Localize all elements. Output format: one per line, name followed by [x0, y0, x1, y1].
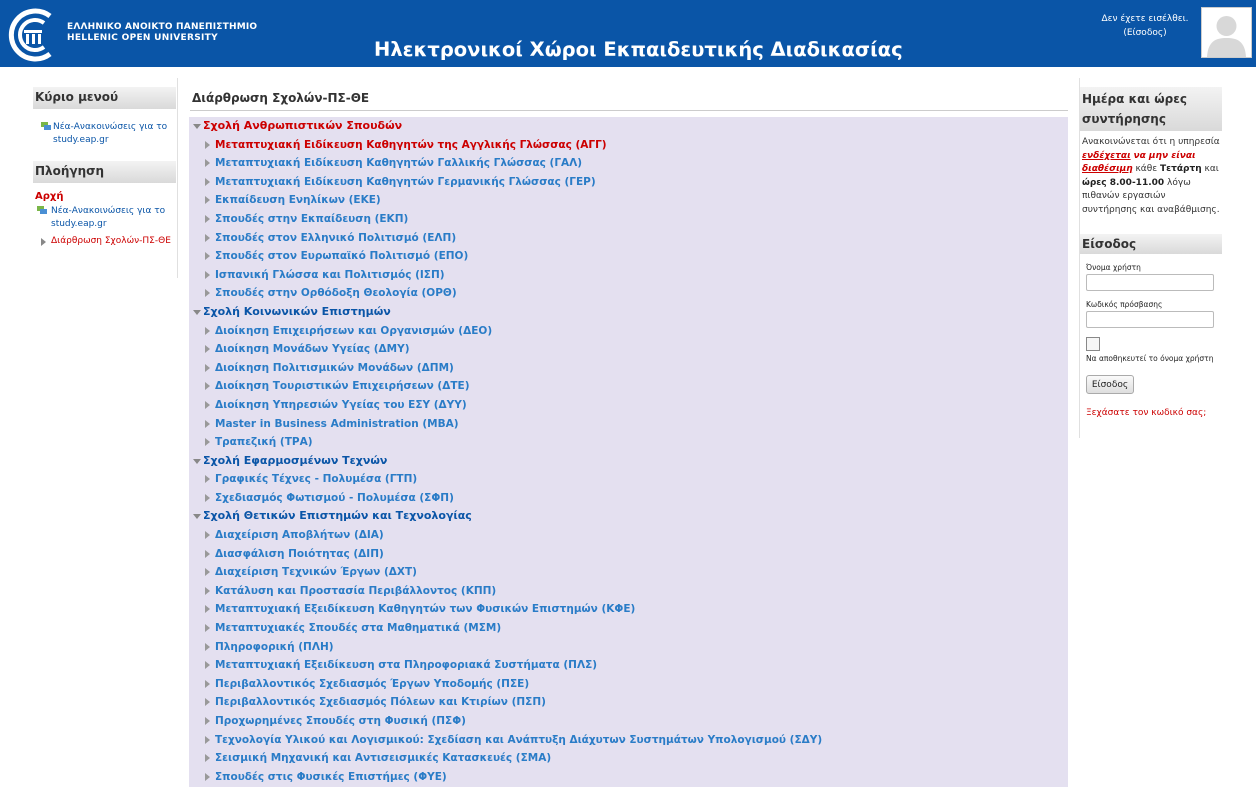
password-label: Κωδικός πρόσβασης — [1086, 300, 1163, 309]
arrow-right-icon — [205, 605, 210, 613]
course-link[interactable]: Σχεδιασμός Φωτισμού - Πολυμέσα (ΣΦΠ) — [189, 489, 1068, 508]
arrow-right-icon — [205, 754, 210, 762]
course-link[interactable]: Διαχείριση Αποβλήτων (ΔΙΑ) — [189, 526, 1068, 545]
course-link[interactable]: Τεχνολογία Υλικού και Λογισμικού: Σχεδίαση και Ανάπτυξη Διάχυτων Συστημάτων Υπολογισμού (ΣΔΥ) — [189, 731, 1068, 750]
main-menu-title: Κύριο μενού — [33, 87, 176, 109]
forum-icon — [41, 122, 51, 131]
login-info — [1096, 12, 1194, 40]
course-link[interactable]: Περιβαλλοντικός Σχεδιασμός Έργων Υποδομής (ΠΣΕ) — [189, 675, 1068, 694]
password-input[interactable] — [1086, 311, 1214, 328]
hellenic-open-university-logo[interactable] — [2, 6, 62, 64]
forgot-password-link[interactable]: Ξεχάσατε τον κωδικό σας; — [1086, 408, 1207, 418]
nav-structure-link[interactable]: Διάρθρωση Σχολών-ΠΣ-ΘΕ — [35, 235, 176, 248]
course-link[interactable]: Πληροφορική (ΠΛΗ) — [189, 638, 1068, 657]
site-title: Ηλεκτρονικοί Χώροι Εκπαιδευτικής Διαδικασίας — [374, 38, 903, 61]
arrow-right-icon — [205, 382, 210, 390]
course-link[interactable]: Τραπεζική (ΤΡΑ) — [189, 433, 1068, 452]
forum-icon — [37, 206, 47, 215]
course-link[interactable]: Προχωρημένες Σπουδές στη Φυσική (ΠΣΦ) — [189, 712, 1068, 731]
arrow-right-icon — [205, 698, 210, 706]
course-link[interactable]: Διοίκηση Μονάδων Υγείας (ΔΜΥ) — [189, 340, 1068, 359]
arrow-right-icon — [205, 475, 210, 483]
user-avatar-icon[interactable] — [1201, 7, 1252, 58]
course-link[interactable]: Γραφικές Τέχνες - Πολυμέσα (ΓΤΠ) — [189, 470, 1068, 489]
arrow-right-icon — [205, 196, 210, 204]
course-link[interactable]: Κατάλυση και Προστασία Περιβάλλοντος (ΚΠΠ) — [189, 582, 1068, 601]
course-link[interactable]: Μεταπτυχιακές Σπουδές στα Μαθηματικά (ΜΣΜ) — [189, 619, 1068, 638]
navigation-title: Πλοήγηση — [33, 161, 176, 183]
course-link[interactable]: Διασφάλιση Ποιότητας (ΔΙΠ) — [189, 545, 1068, 564]
left-column-divider — [177, 78, 178, 278]
chevron-down-icon — [193, 124, 201, 129]
course-link[interactable]: Μεταπτυχιακή Ειδίκευση Καθηγητών της Αγγλικής Γλώσσας (ΑΓΓ) — [189, 136, 1068, 155]
arrow-right-icon — [205, 159, 210, 167]
course-link[interactable]: Μεταπτυχιακή Εξειδίκευση στα Πληροφοριακά Συστήματα (ΠΛΣ) — [189, 656, 1068, 675]
arrow-right-icon — [205, 141, 210, 149]
course-link[interactable]: Ισπανική Γλώσσα και Πολιτισμός (ΙΣΠ) — [189, 266, 1068, 285]
arrow-right-icon — [205, 327, 210, 335]
nav-home-link[interactable]: Αρχή — [35, 191, 64, 202]
course-link[interactable]: Περιβαλλοντικός Σχεδιασμός Πόλεων και Κτιρίων (ΠΣΠ) — [189, 693, 1068, 712]
arrow-right-icon — [205, 643, 210, 651]
university-name-greek: ΕΛΛΗΝΙΚΟ ΑΝΟΙΚΤΟ ΠΑΝΕΠΙΣΤΗΜΙΟ — [67, 22, 258, 32]
remember-username-label: Να αποθηκευτεί το όνομα χρήστη — [1086, 354, 1214, 363]
navigation-block — [33, 161, 176, 248]
course-link[interactable]: Σπουδές στην Ορθόδοξη Θεολογία (ΟΡΘ) — [189, 284, 1068, 303]
course-link[interactable]: Μεταπτυχιακή Ειδίκευση Καθηγητών Γαλλικής Γλώσσας (ΓΑΛ) — [189, 154, 1068, 173]
arrow-right-icon — [205, 624, 210, 632]
course-link[interactable]: Σπουδές στις Φυσικές Επιστήμες (ΦΥΕ) — [189, 768, 1068, 787]
course-link[interactable]: Μεταπτυχιακή Ειδίκευση Καθηγητών Γερμανικής Γλώσσας (ΓΕΡ) — [189, 173, 1068, 192]
arrow-right-icon — [205, 364, 210, 372]
arrow-right-icon — [205, 234, 210, 242]
arrow-right-icon — [205, 494, 210, 502]
header-login-link[interactable]: (Είσοδος) — [1123, 28, 1167, 38]
arrow-right-icon — [41, 238, 46, 246]
maintenance-title: Ημέρα και ώρες συντήρησης — [1080, 87, 1222, 131]
school-category-applied-arts[interactable]: Σχολή Εφαρμοσμένων Τεχνών — [189, 452, 1068, 471]
arrow-right-icon — [205, 420, 210, 428]
main-menu-news-link[interactable]: Νέα-Ανακοινώσεις για το study.eap.gr — [37, 121, 172, 147]
nav-news-link[interactable]: Νέα-Ανακοινώσεις για το study.eap.gr — [35, 205, 176, 231]
arrow-right-icon — [205, 587, 210, 595]
arrow-right-icon — [205, 661, 210, 669]
maintenance-notice: Ανακοινώνεται ότι η υπηρεσία ενδέχεται να μην είναι διαθέσιμη κάθε Τετάρτη και ώρες 8.00-11.00 λόγω πιθανών εργασιών συντήρησης και αναβάθμισης. — [1082, 137, 1220, 215]
chevron-down-icon — [193, 310, 201, 315]
login-title: Είσοδος — [1080, 234, 1222, 254]
site-header — [0, 0, 1256, 67]
login-block — [1080, 234, 1222, 418]
arrow-right-icon — [205, 215, 210, 223]
chevron-down-icon — [193, 514, 201, 519]
arrow-right-icon — [205, 550, 210, 558]
arrow-right-icon — [205, 736, 210, 744]
left-column — [33, 87, 176, 248]
school-category-sciences-technology[interactable]: Σχολή Θετικών Επιστημών και Τεχνολογίας — [189, 507, 1068, 526]
course-link[interactable]: Σπουδές στον Ελληνικό Πολιτισμό (ΕΛΠ) — [189, 229, 1068, 248]
course-link[interactable]: Διαχείριση Τεχνικών Έργων (ΔΧΤ) — [189, 563, 1068, 582]
title-divider — [190, 110, 1068, 111]
course-link[interactable]: Διοίκηση Πολιτισμικών Μονάδων (ΔΠΜ) — [189, 359, 1068, 378]
arrow-right-icon — [205, 773, 210, 781]
university-name-english: HELLENIC OPEN UNIVERSITY — [67, 33, 218, 43]
arrow-right-icon — [205, 717, 210, 725]
maintenance-block — [1080, 87, 1222, 222]
course-link[interactable]: Σεισμική Μηχανική και Αντισεισμικές Κατασκευές (ΣΜΑ) — [189, 749, 1068, 768]
arrow-right-icon — [205, 345, 210, 353]
arrow-right-icon — [205, 568, 210, 576]
school-category-humanities[interactable]: Σχολή Ανθρωπιστικών Σπουδών — [189, 117, 1068, 136]
arrow-right-icon — [205, 289, 210, 297]
course-link[interactable]: Master in Business Administration (MBA) — [189, 415, 1068, 434]
main-menu-block — [33, 87, 176, 157]
course-category-tree — [189, 117, 1068, 787]
course-link[interactable]: Σπουδές στην Εκπαίδευση (ΕΚΠ) — [189, 210, 1068, 229]
arrow-right-icon — [205, 531, 210, 539]
right-column — [1080, 87, 1222, 418]
course-link[interactable]: Εκπαίδευση Ενηλίκων (ΕΚΕ) — [189, 191, 1068, 210]
course-link[interactable]: Διοίκηση Επιχειρήσεων και Οργανισμών (ΔΕΟ) — [189, 322, 1068, 341]
school-category-social-sciences[interactable]: Σχολή Κοινωνικών Επιστημών — [189, 303, 1068, 322]
username-input[interactable] — [1086, 274, 1214, 291]
username-label: Όνομα χρήστη — [1086, 263, 1141, 272]
arrow-right-icon — [205, 178, 210, 186]
arrow-right-icon — [205, 438, 210, 446]
arrow-right-icon — [205, 271, 210, 279]
course-link[interactable]: Σπουδές στον Ευρωπαϊκό Πολιτισμό (ΕΠΟ) — [189, 247, 1068, 266]
arrow-right-icon — [205, 680, 210, 688]
course-link[interactable]: Διοίκηση Υπηρεσιών Υγείας του ΕΣΥ (ΔΥΥ) — [189, 396, 1068, 415]
login-status-text: Δεν έχετε εισέλθει. — [1101, 14, 1189, 24]
remember-username-checkbox[interactable] — [1086, 337, 1100, 351]
arrow-right-icon — [205, 401, 210, 409]
arrow-right-icon — [205, 252, 210, 260]
page-title: Διάρθρωση Σχολών-ΠΣ-ΘΕ — [192, 91, 370, 105]
chevron-down-icon — [193, 459, 201, 464]
login-button[interactable]: Είσοδος — [1086, 375, 1134, 394]
course-link[interactable]: Διοίκηση Τουριστικών Επιχειρήσεων (ΔΤΕ) — [189, 377, 1068, 396]
course-link[interactable]: Μεταπτυχιακή Εξειδίκευση Καθηγητών των Φυσικών Επιστημών (ΚΦΕ) — [189, 600, 1068, 619]
